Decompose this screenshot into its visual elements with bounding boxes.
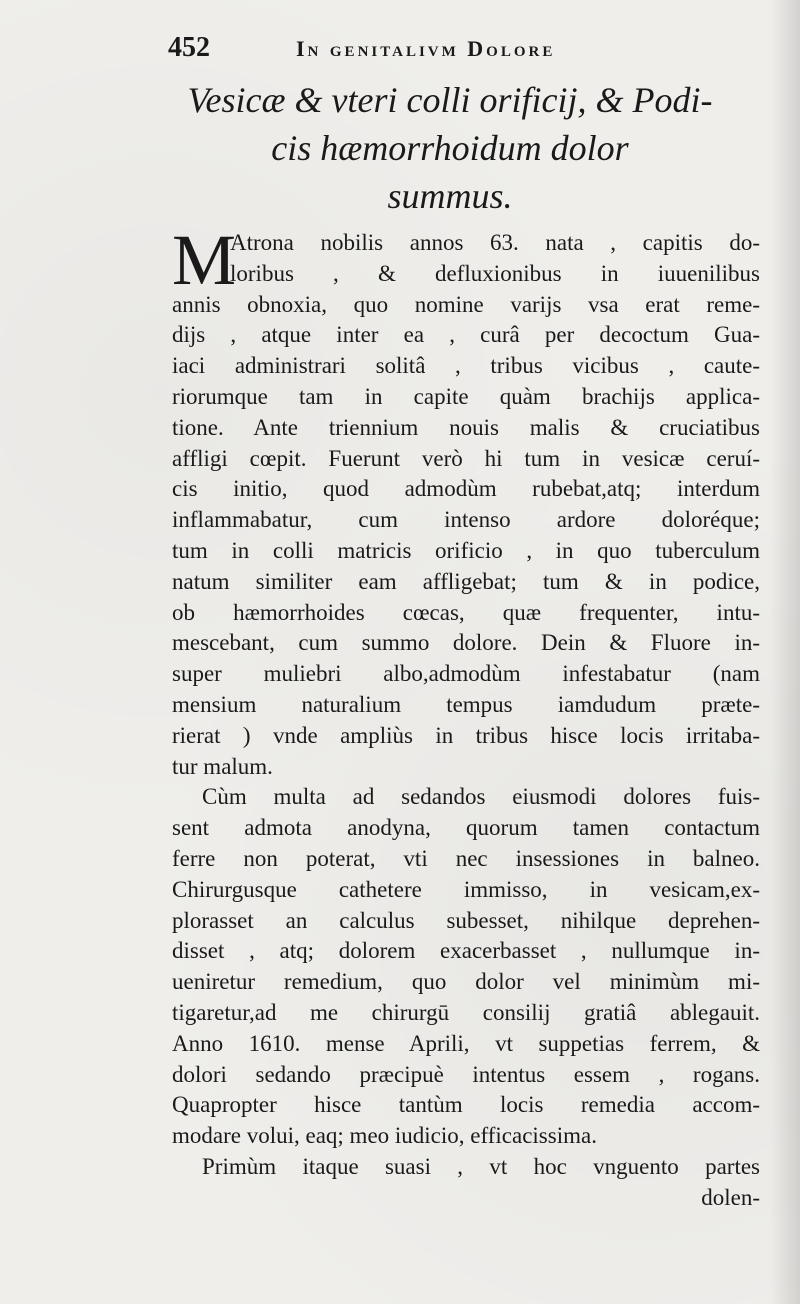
page-number: 452 [168,32,210,63]
page-edge-shadow [770,0,800,1304]
text-line: annis obnoxia, quo nomine varijs vsa erat reme- [172,291,760,317]
paragraph-2 [172,782,760,1152]
text-line: ferre non poterat, vti nec insessiones in balneo. [172,845,760,871]
text-line: affligi cœpit. Fuerunt verò hi tum in vesicæ ceruí- [172,445,760,471]
section-title [160,76,740,220]
text-line: sent admota anodyna, quorum tamen contactum [172,815,760,841]
text-line: natum similiter eam affligebat; tum & in podice, [172,568,760,594]
text-line: Quapropter hisce tantùm locis remedia accom- [172,1092,760,1118]
text-line: tione. Ante triennium nouis malis & cruciatibus [172,414,760,440]
catchword: dolen- [701,1184,760,1210]
text-line: dijs , atque inter ea , curâ per decoctum Gua- [172,322,760,348]
running-head [168,32,688,72]
text-line: dolori sedando præcipuè intentus essem , rogans. [172,1061,760,1087]
paragraph-1 [172,220,760,782]
text-line: Anno 1610. mense Aprili, vt suppetias ferrem, & [172,1030,760,1056]
text-line: plorasset an calculus subesset, nihilque deprehen- [172,907,760,933]
title-line: summus. [387,176,513,216]
title-line: cis hæmorrhoidum dolor [271,128,629,168]
drop-cap: M [172,220,237,300]
text-line: disset , atq; dolorem exacerbasset , nullumque in- [172,938,760,964]
text-line: ob hæmorrhoides cœcas, quæ frequenter, intu- [172,599,760,625]
text-line: iaci administrari solitâ , tribus vicibus , caute- [172,353,760,379]
text-line: Primùm itaque suasi , vt hoc vnguento partes [202,1153,760,1179]
text-line: super muliebri albo,admodùm infestabatur (nam [172,661,760,687]
text-line: mescebant, cum summo dolore. Dein & Fluore in- [172,630,760,656]
running-title: In genitalivm Dolore [296,36,556,61]
text-line: loribus , & defluxionibus in iuuenilibus [230,260,760,286]
text-line: inflammabatur, cum intenso ardore doloréque; [172,507,760,533]
body-text [172,220,760,1214]
text-line: Cùm multa ad sedandos eiusmodi dolores fuis- [202,784,760,810]
text-line: Chirurgusque cathetere immisso, in vesicam,ex- [172,876,760,902]
title-line: Vesicæ & vteri colli orificij, & Podi- [187,80,713,120]
text-line: cis initio, quod admodùm rubebat,atq; interdum [172,476,760,502]
text-line: tur malum. [172,753,273,779]
text-line: mensium naturalium tempus iamdudum præte- [172,691,760,717]
text-line: Atrona nobilis annos 63. nata , capitis do- [230,230,760,255]
text-line: rierat ) vnde ampliùs in tribus hisce locis irritaba- [172,722,760,748]
paragraph-3 [172,1152,760,1214]
text-line: tum in colli matricis orificio , in quo tuberculum [172,537,760,563]
text-line: modare volui, eaq; meo iudicio, efficacissima. [172,1123,597,1149]
text-line: ueniretur remedium, quo dolor vel minimùm mi- [172,969,760,995]
text-line: riorumque tam in capite quàm brachijs applica- [172,383,760,409]
text-line: tigaretur,ad me chirurgū consilij gratiâ ablegauit. [172,999,760,1025]
